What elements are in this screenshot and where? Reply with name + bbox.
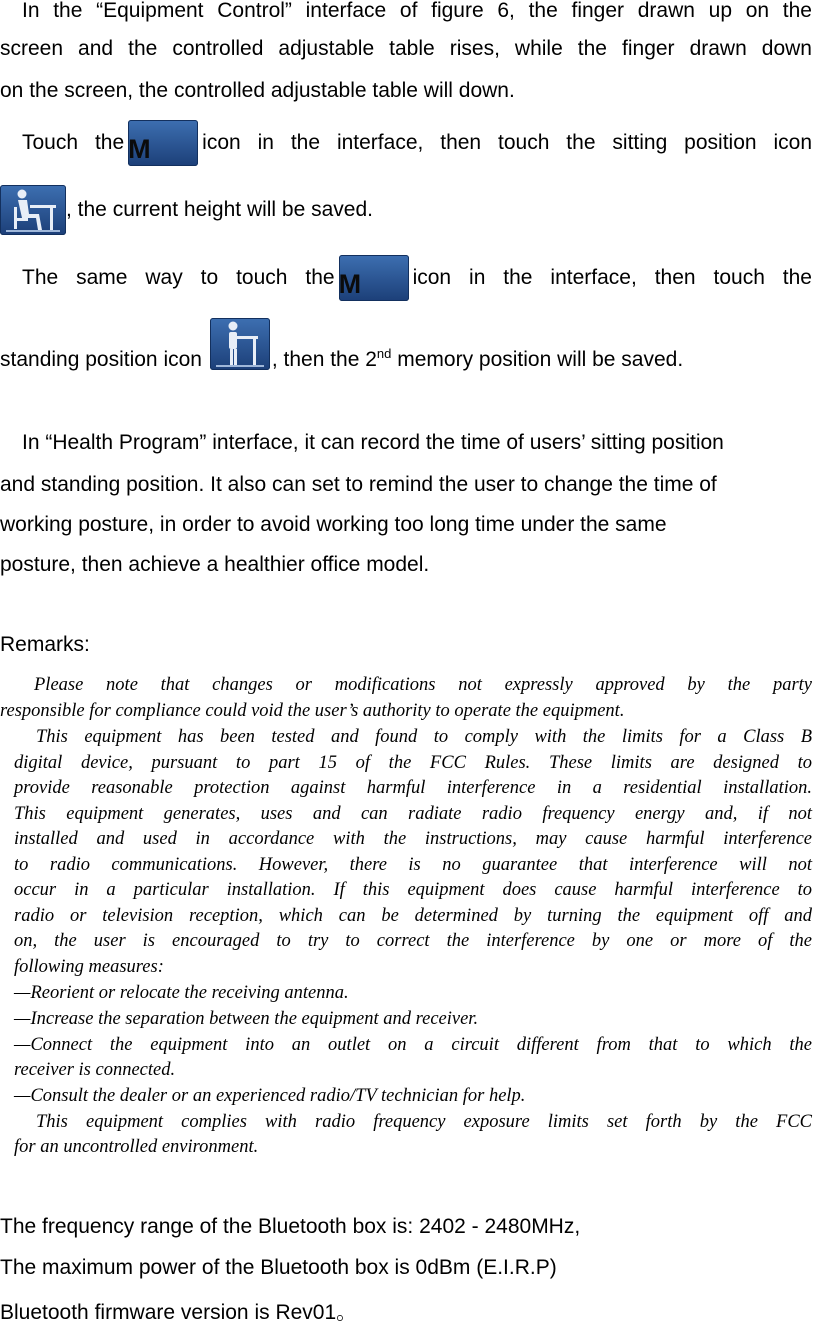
standing-save-line-2 <box>0 316 683 372</box>
remarks-line: receiver is connected. <box>14 1060 176 1080</box>
memory-m-icon-2: M <box>339 255 409 301</box>
standing-save-text-5: memory position will be saved. <box>391 348 684 371</box>
remarks-line: —Consult the dealer or an experienced radio/TV technician for help. <box>14 1086 526 1106</box>
remarks-line: provide reasonable protection against harmful interference in a residential installation. <box>14 778 812 798</box>
remarks-line: responsible for compliance could void the user’s authority to operate the equipment. <box>0 701 625 721</box>
remarks-heading: Remarks: <box>0 633 90 656</box>
remarks-line: —Reorient or relocate the receiving antenna. <box>14 983 349 1003</box>
equipment-control-line-2: screen and the controlled adjustable table rises, while the finger drawn down <box>0 37 812 60</box>
remarks-line: Please note that changes or modifications not expressly approved by the party <box>34 675 812 695</box>
bluetooth-frequency: The frequency range of the Bluetooth box is: 2402 - 2480MHz, <box>0 1215 581 1238</box>
remarks-line: —Increase the separation between the equipment and receiver. <box>14 1009 479 1029</box>
standing-save-text-3: standing position icon <box>0 348 202 371</box>
remarks-line: for an uncontrolled environment. <box>14 1137 259 1157</box>
standing-save-line-1 <box>22 253 812 303</box>
standing-position-icon <box>210 318 270 370</box>
health-program-line-4: posture, then achieve a healthier office model. <box>0 553 430 576</box>
remarks-line: occur in a particular installation. If this equipment does cause harmful interference to <box>14 880 812 900</box>
health-program-line-1: In “Health Program” interface, it can record the time of users’ sitting position <box>22 431 724 454</box>
memory-m-icon: M <box>128 120 198 166</box>
remarks-line: on, the user is encouraged to try to correct the interference by one or more of the <box>14 931 812 951</box>
remarks-line: This equipment generates, uses and can radiate radio frequency energy and, if not <box>14 804 812 824</box>
remarks-line: radio or television reception, which can be determined by turning the equipment off and <box>14 906 812 926</box>
remarks-line: This equipment complies with radio frequency exposure limits set forth by the FCC <box>36 1112 812 1132</box>
standing-save-text-1: The same way to touch the <box>22 266 335 289</box>
sitting-save-text-2: icon in the interface, then touch the sitting position icon <box>202 131 812 154</box>
sitting-save-text-3: , the current height will be saved. <box>66 198 374 221</box>
health-program-line-2: and standing position. It also can set to remind the user to change the time of <box>0 473 717 496</box>
sitting-save-line-1 <box>22 118 812 168</box>
sitting-save-text-1: Touch the <box>22 131 125 154</box>
health-program-line-3: working posture, in order to avoid working too long time under the same <box>0 513 667 536</box>
remarks-line: following measures: <box>14 957 164 977</box>
remarks-line: digital device, pursuant to part 15 of the FCC Rules. These limits are designed to <box>14 753 812 773</box>
equipment-control-line-3: on the screen, the controlled adjustable table will down. <box>0 79 515 102</box>
sitting-save-line-2 <box>0 184 373 236</box>
standing-save-text-2: icon in the interface, then touch the <box>412 266 812 289</box>
ordinal-suffix: nd <box>376 346 392 361</box>
equipment-control-line-1: In the “Equipment Control” interface of figure 6, the finger drawn up on the <box>22 0 812 22</box>
bluetooth-power: The maximum power of the Bluetooth box is 0dBm (E.I.R.P) <box>0 1256 557 1279</box>
sitting-position-icon <box>0 185 66 235</box>
remarks-line: installed and used in accordance with the instructions, may cause harmful interference <box>14 829 812 849</box>
bluetooth-firmware: Bluetooth firmware version is Rev01。 <box>0 1301 358 1324</box>
remarks-line: —Connect the equipment into an outlet on a circuit different from that to which the <box>14 1035 812 1055</box>
remarks-line: to radio communications. However, there is no guarantee that interference will not <box>14 855 812 875</box>
standing-save-text-4: , then the 2 <box>271 348 377 371</box>
remarks-line: This equipment has been tested and found to comply with the limits for a Class B <box>36 727 812 747</box>
